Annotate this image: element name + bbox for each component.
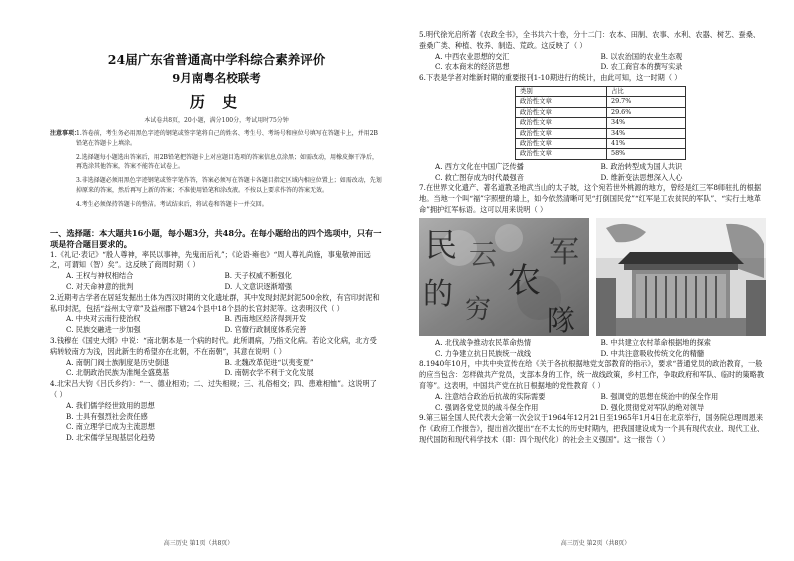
question-5 (419, 30, 766, 73)
exam-subtitle: 9月南粤名校联考 (172, 71, 261, 85)
option: B. 西南地区经济得到开发 (224, 314, 307, 324)
table-row (516, 118, 686, 128)
slogan-wall-photo (419, 218, 589, 336)
option: B. 政治转型成为国人共识 (600, 161, 683, 171)
table-row (516, 97, 686, 107)
option: D. 南朝衣学不利于文化发展 (224, 368, 314, 378)
notice-label: 注意事项： (50, 130, 81, 137)
right-page (397, 0, 794, 561)
page-footer: 高三历史 第2页（共8页） (560, 540, 631, 547)
option: C. 力争建立抗日民族统一战线 (435, 348, 532, 358)
option: D. 北宋儒学呈现基层化趋势 (66, 433, 156, 443)
section-heading: 一、选择题：本大题共16小题，每小题3分，共48分。在每小题给出的四个选项中，只有一项是符合题目要求的。 (50, 227, 382, 249)
question-7 (419, 183, 766, 359)
notice-item: 4.考生必须保持答题卡的整洁。考试结束后，将试卷和答题卡一并交回。 (76, 200, 268, 208)
option: A. 中西农业思想的交汇 (435, 51, 510, 61)
option: A. 我们儒学经世致用的思想 (66, 400, 155, 410)
wall-char: 隊 (547, 303, 576, 336)
question-1 (50, 250, 383, 293)
option: C. 救亡图存成为时代最强音 (435, 172, 524, 182)
notice-item: 1.答卷前，考生务必用黑色字迹的钢笔或签字笔将自己的姓名、考生号、考场号和座位号填写在答题卡上，并用2B铅笔在答题卡上填涂。 (76, 130, 378, 147)
wall-char: 云 (469, 237, 498, 271)
table-cell: 34% (607, 118, 686, 128)
option: D. 农工商官本的撰写实录 (600, 62, 683, 72)
option: C. 强调各党党员的战斗保全作用 (435, 402, 539, 412)
table-cell: 34% (607, 128, 686, 138)
option: D. 人文意识逐渐增强 (224, 281, 293, 291)
question-8 (419, 359, 766, 413)
table-cell: 政治性文章 (516, 97, 607, 107)
question-stem: 3.钱穆在《国史大纲》中说：“南北朝本是一个病的时代。此所谓病，乃指文化病。若论文化病，北方受病转较南方为浅，因此新生的希望亦在北朝，不在南朝”，其意在说明（ ） (50, 335, 377, 356)
question-6 (419, 73, 766, 183)
question-stem: 2.近期考古学者在居延发掘出土体为西汉时期的文化遗址群，其中发现封泥封泥500余枚，有宫印封泥和私印封泥，包括“益州太守章”及益州郡下辖24个县中18个县的长官封泥等。这表明汉代（ ） (50, 292, 380, 313)
table-cell: 29.7% (607, 97, 686, 107)
table-header-cell: 占比 (607, 86, 686, 96)
question-stem: 7.在世界文化遗产、著名道教圣地武当山的太子坡，这个宛若世外桃源的地方，曾经是红三军8师驻扎的根据地。当地一个叫“福”字照壁的墙上，如今依然清晰可见“打倒国民党”“红军是工农贫民的军队”、“实行土地革命”拥护红军标语。这可以用来说明（ ） (419, 183, 762, 215)
option: B. 天子权威不断强化 (224, 271, 292, 281)
table-row (516, 139, 686, 149)
question-stem: 6.下表是学者对维新时期的重要报刊1-10期进行的统计，由此可知，这一时期（ ） (419, 73, 682, 83)
option: B. 以农治国的农业生态观 (600, 51, 683, 61)
option: C. 南立理学已成为主流思想 (66, 422, 155, 432)
option: A. 注意结合政治后抗战的实际需要 (435, 391, 546, 401)
slogan-wall-image (419, 218, 589, 336)
table-cell: 41% (607, 139, 686, 149)
statistics-table (515, 86, 686, 160)
option: D. 官僚行政制度体系完善 (224, 325, 307, 335)
wall-char: 民 (425, 225, 458, 264)
table-cell: 政治性文章 (516, 128, 607, 138)
table-cell: 政治性文章 (516, 107, 607, 117)
temple-image (596, 218, 766, 336)
option: B. 北魏改革促进“以夷变夏” (224, 357, 314, 367)
table-cell: 政治性文章 (516, 118, 607, 128)
option: A. 南朝门阀士族制度是历史倒退 (66, 357, 170, 367)
option: C. 北朝政治民族为准绳全盛奠基 (66, 368, 170, 378)
option: A. 王权与神权相结合 (66, 271, 134, 281)
question-stem: 5.明代徐光启所著《农政全书》，全书共六十卷，分十二门：农本、田制、农事、水利、农器、树艺、蚕桑、蚕桑广类、种植、牧养、制造、荒政。这反映了（ ） (419, 30, 761, 50)
table-cell: 58% (607, 149, 686, 159)
option: A. 中央对云南行使治权 (66, 314, 141, 324)
option: B. 强调党的思想在统治中的保全作用 (600, 391, 719, 401)
question-stem: 1.《礼记·表记》“殷人尊神，率民以事神，先鬼而后礼”；《论语·雍也》“周人尊礼尚施，事鬼敬神而远之，可谓知（智）矣”。这反映了商周时期（ ） (50, 249, 371, 270)
table-cell: 政治性文章 (516, 149, 607, 159)
table-header-row (516, 86, 686, 96)
option: A. 西方文化在中国广泛传播 (435, 161, 524, 171)
wall-char: 穷 (465, 294, 492, 325)
option: D. 维新变法思想深入人心 (600, 172, 683, 182)
option: C. 农本商末的经济思想 (435, 62, 510, 72)
exam-title: 24届广东省普通高中学科综合素养评价 (107, 52, 326, 67)
table-cell: 29.6% (607, 107, 686, 117)
notice-item: 3.非选择题必须用黑色字迹钢笔或签字笔作答，答案必须写在答题卡各题目指定区域内相应位置上；如需改动，先划掉原来的答案，然后再写上新的答案；不准使用铅笔和涂改液。不按以上要求作答的答案无效。 (76, 177, 382, 194)
temple-photo (596, 218, 766, 336)
wall-char: 军 (549, 234, 579, 270)
option: C. 对天命神意的批判 (66, 281, 134, 291)
option: C. 民族交融进一步加强 (66, 325, 141, 335)
question-3 (50, 336, 383, 379)
subject-title: 历 史 (189, 93, 244, 111)
exam-info: 本试卷共8页，20小题，满分100分，考试用时75分钟 (144, 117, 289, 124)
option: A. 北伐战争推动农民革命热情 (435, 337, 532, 347)
wall-char: 的 (423, 276, 453, 312)
question-4 (50, 379, 383, 444)
question-9 (419, 413, 766, 445)
question-stem: 8.1940年10月，中共中央宣传在给《关于各抗根据地党支部教育的指示》，要求“普通党员的政治教育，一般的应当包含：怎样做共产党员，支部本身的工作，统一战线政策，乡村工作，争取政府和军队、临时的策略教育等”。这表明，中国共产党在抗日根据地的党性教育（ ） (419, 359, 765, 390)
table-cell: 政治性文章 (516, 139, 607, 149)
table-header-cell: 类别 (516, 86, 607, 96)
notice-item: 2.选择题每小题选出答案后，用2B铅笔把答题卡上对应题目选项的答案信息点涂黑；如需改动，用橡皮擦干净后，再选涂其他答案，答案不能答在试卷上。 (76, 153, 378, 171)
question-2 (50, 293, 383, 336)
table-row (516, 107, 686, 117)
wall-char: 农 (507, 260, 541, 301)
question-stem: 4.北宋吕大钧《吕氏乡约》：“一、德业相劝；二、过失相规；三、礼俗相交；四、患难相恤”。这说明了（ ） (50, 379, 377, 399)
table-row (516, 128, 686, 138)
table-row (516, 149, 686, 159)
notice-block (50, 129, 383, 214)
option: D. 强化贯彻党对军队的绝对领导 (600, 402, 705, 412)
option: B. 士具有强烈社会责任感 (66, 411, 148, 421)
page-footer: 高三历史 第1页（共8页） (163, 540, 234, 547)
question-stem: 9.第三届全国人民代表大会第一次会议于1964年12月21日至1965年1月4日在北京举行，国务院总理周恩来作《政府工作报告》，提出首次提出“在不太长的历史时期内，把我国建设成为一个具有现代农业、现代工业、现代国防和现代科学技术（即：四个现代化）的社会主义强国”。这一报告（ ） (419, 413, 765, 444)
option: B. 中共建立农村革命根据地的探索 (600, 337, 711, 347)
option: D. 中共注意吸收传统文化的精髓 (600, 348, 705, 358)
